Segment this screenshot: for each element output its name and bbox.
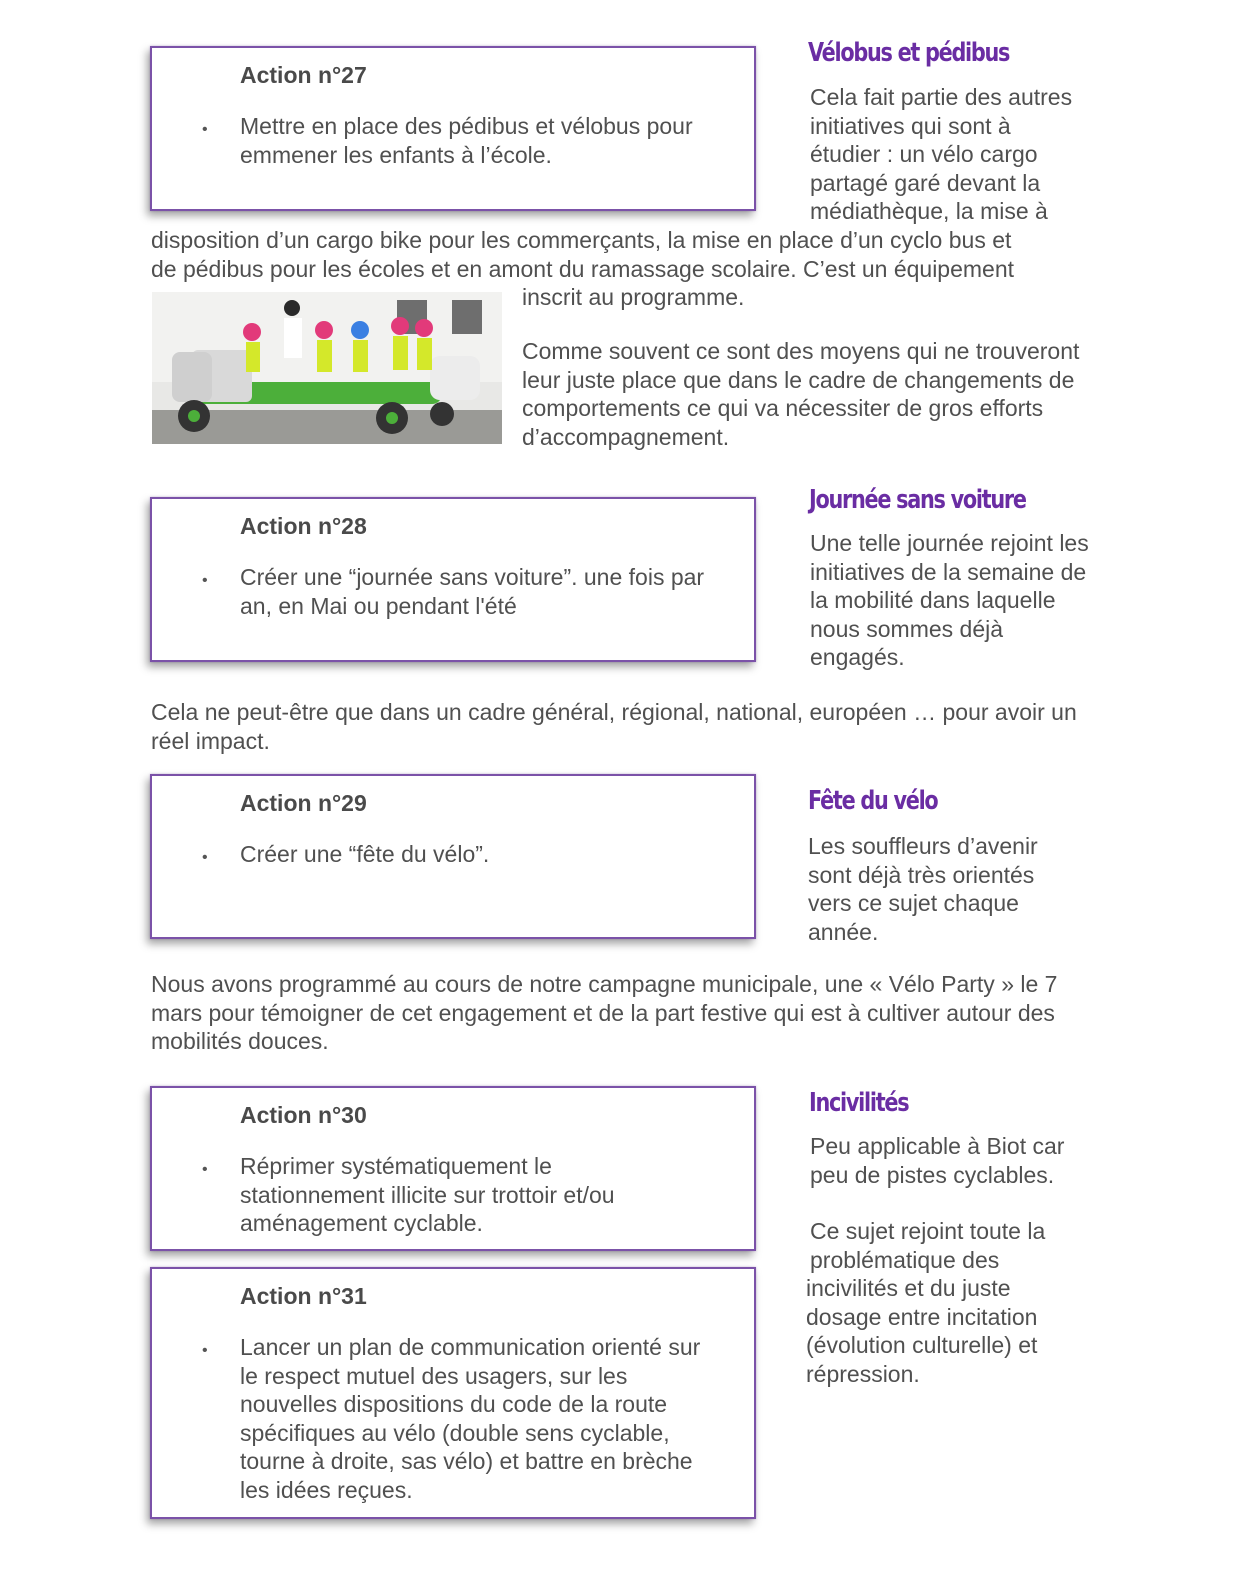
velobus-side-line-5: médiathèque, la mise à [810,198,1048,224]
action-29-title: Action n°29 [240,790,367,816]
action-30-title: Action n°30 [240,1102,367,1128]
bullet: • [202,572,208,589]
bullet: • [202,1161,208,1178]
velobus-side-line-3: étudier : un vélo cargo [810,141,1038,167]
incivilites-heading: Incivilités [809,1088,909,1118]
action-28-box [150,497,756,662]
velobus-photo [152,292,502,444]
incivilites-text-2-line-2: problématique des [810,1246,1000,1273]
velobus-after-line: inscrit au programme. [522,284,745,310]
velobus-para-2: Comme souvent ce sont des moyens qui ne trouveront leur juste place que dans le cadre de changements de comportements ce qui va nécessiter de gros efforts d’accompagnement. [522,338,1080,450]
action-30-box [150,1086,756,1251]
journee-wide-text: Cela ne peut-être que dans un cadre général, régional, national, européen … pour avoir un réel impact. [151,699,1077,754]
action-27-box [150,46,756,211]
journee-text: Une telle journée rejoint les initiatives de la semaine de la mobilité dans laquelle nous sommes déjà engagés. [810,530,1089,670]
bullet: • [202,121,208,138]
incivilites-text-2-line-3: incivilités et du juste [806,1275,1011,1301]
journee-heading: Journée sans voiture [809,485,1026,515]
action-31-box [150,1267,756,1519]
action-31-title: Action n°31 [240,1283,367,1309]
velobus-side-line-4: partagé garé devant la [810,169,1041,196]
incivilites-text-1: Peu applicable à Biot car peu de pistes cyclables. [810,1133,1065,1188]
velobus-wide-line-2: de pédibus pour les écoles et en amont du ramassage scolaire. C’est un équipement [151,255,1015,282]
action-27-text: Mettre en place des pédibus et vélobus pour emmener les enfants à l’école. [240,113,693,168]
fete-heading: Fête du vélo [808,786,938,816]
incivilites-text-2-line-4: dosage entre incitation [806,1303,1038,1330]
bullet: • [202,849,208,866]
velobus-heading: Vélobus et pédibus [808,38,1010,68]
action-30-text: Réprimer systématiquement le stationnement illicite sur trottoir et/ou aménagement cyclable. [240,1153,615,1236]
action-31-text: Lancer un plan de communication orienté sur le respect mutuel des usagers, sur les nouvelles dispositions du code de la route spécifiques au vélo (double sens cyclable, tourne à droite, sas vélo) et battre en brèche les idées reçues. [240,1334,701,1503]
action-28-text: Créer une “journée sans voiture”. une fois par an, en Mai ou pendant l'été [240,564,705,619]
velobus-wide-line-1: disposition d’un cargo bike pour les commerçants, la mise en place d’un cyclo bus et [151,227,1012,253]
fete-text: Les souffleurs d’avenir sont déjà très orientés vers ce sujet chaque année. [808,833,1038,945]
incivilites-text-2-line-5: (évolution culturelle) et [806,1332,1038,1358]
velobus-side-line-2: initiatives qui sont à [810,112,1011,139]
bullet: • [202,1342,208,1359]
action-27-title: Action n°27 [240,62,367,88]
action-29-box [150,774,756,939]
velobus-side-line-1: Cela fait partie des autres [810,84,1073,110]
action-29-text: Créer une “fête du vélo”. [240,841,490,867]
fete-wide-text: Nous avons programmé au cours de notre campagne municipale, une « Vélo Party » le 7 mars pour témoigner de cet engagement et de la part festive qui est à cultiver autour des mobilités douces. [151,971,1058,1054]
velobus-illustration [152,292,502,444]
action-28-title: Action n°28 [240,513,367,539]
incivilites-text-2-line-6: répression. [806,1360,920,1387]
incivilites-text-2-line-1: Ce sujet rejoint toute la [810,1218,1046,1244]
